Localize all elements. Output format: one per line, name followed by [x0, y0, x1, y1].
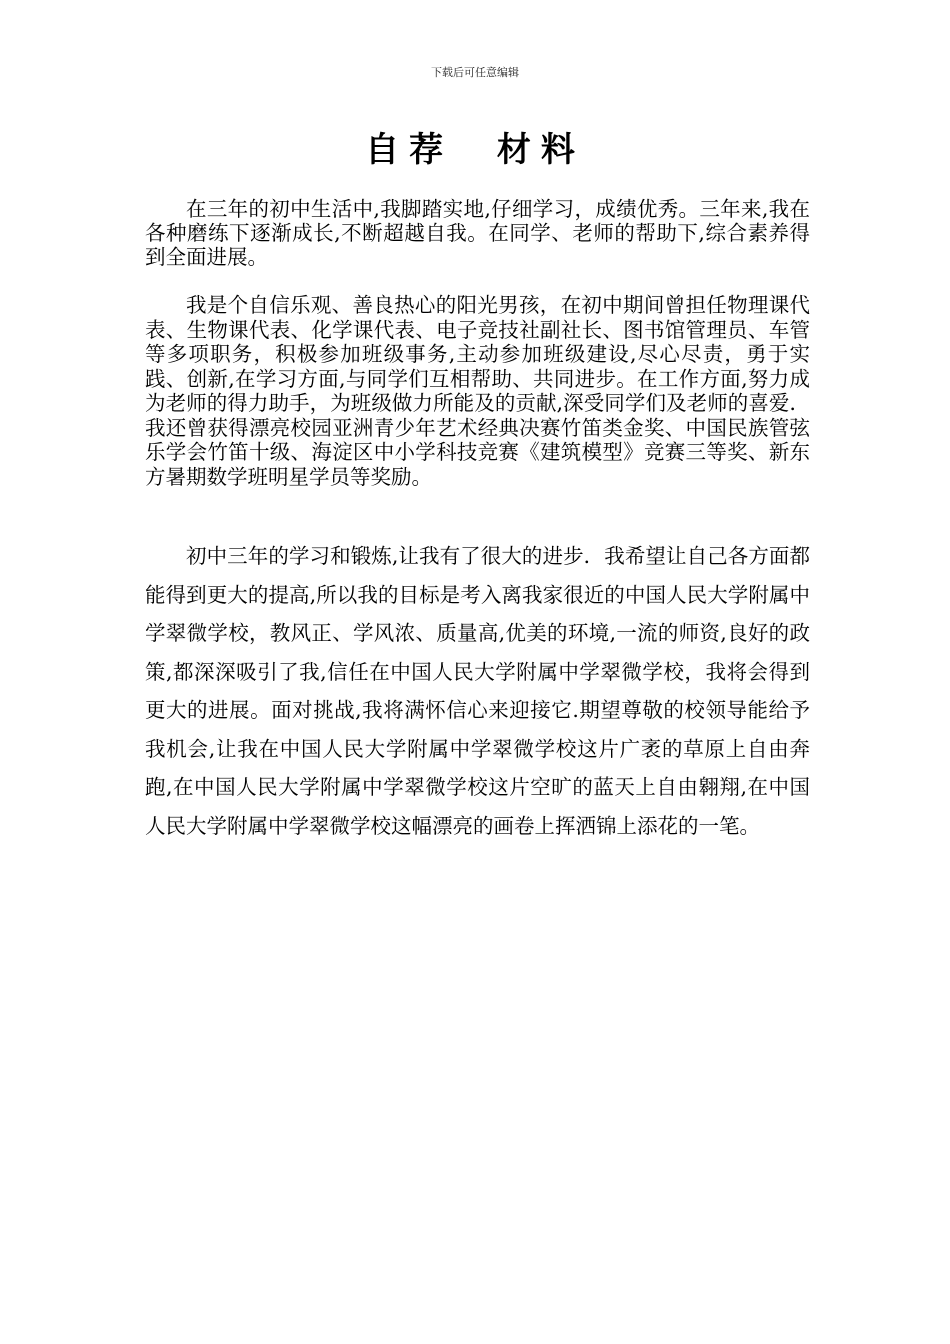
paragraph-introduction: 在三年的初中生活中,我脚踏实地,仔细学习，成绩优秀。三年来,我在各种磨练下逐渐成长,不断超越自我。在同学、老师的帮助下,综合素养得到全面进展。 — [145, 197, 810, 269]
paragraph-roles-and-awards: 我是个自信乐观、善良热心的阳光男孩，在初中期间曾担任物理课代表、生物课代表、化学课代表、电子竞技社副社长、图书馆管理员、车管等多项职务，积极参加班级事务,主动参加班级建设,尽心尽责，勇于实践、创新,在学习方面,与同学们互相帮助、共同进步。在工作方面,努力成为老师的得力助手，为班级做力所能及的贡献,深受同学们及老师的喜爱．我还曾获得漂亮校园亚洲青少年艺术经典决赛竹笛类金奖、中国民族管弦乐学会竹笛十级、海淀区中小学科技竞赛《建筑模型》竞赛三等奖、新东方暑期数学班明星学员等奖励。 — [145, 293, 810, 489]
document-title: 自荐 材料 — [365, 130, 585, 170]
paragraph-goals: 初中三年的学习和锻炼,让我有了很大的进步．我希望让自己各方面都能得到更大的提高,所以我的目标是考入离我家很近的中国人民大学附属中学翠微学校，教风正、学风浓、质量高,优美的环境,一流的师资,良好的政策,都深深吸引了我,信任在中国人民大学附属中学翠微学校，我将会得到更大的进展。面对挑战,我将满怀信心来迎接它.期望尊敬的校领导能给予我机会,让我在中国人民大学附属中学翠微学校这片广袤的草原上自由奔跑,在中国人民大学附属中学翠微学校这片空旷的蓝天上自由翱翔,在中国人民大学附属中学翠微学校这幅漂亮的画卷上挥洒锦上添花的一笔。 — [145, 544, 810, 838]
page-header-note: 下载后可任意编辑 — [431, 66, 519, 79]
